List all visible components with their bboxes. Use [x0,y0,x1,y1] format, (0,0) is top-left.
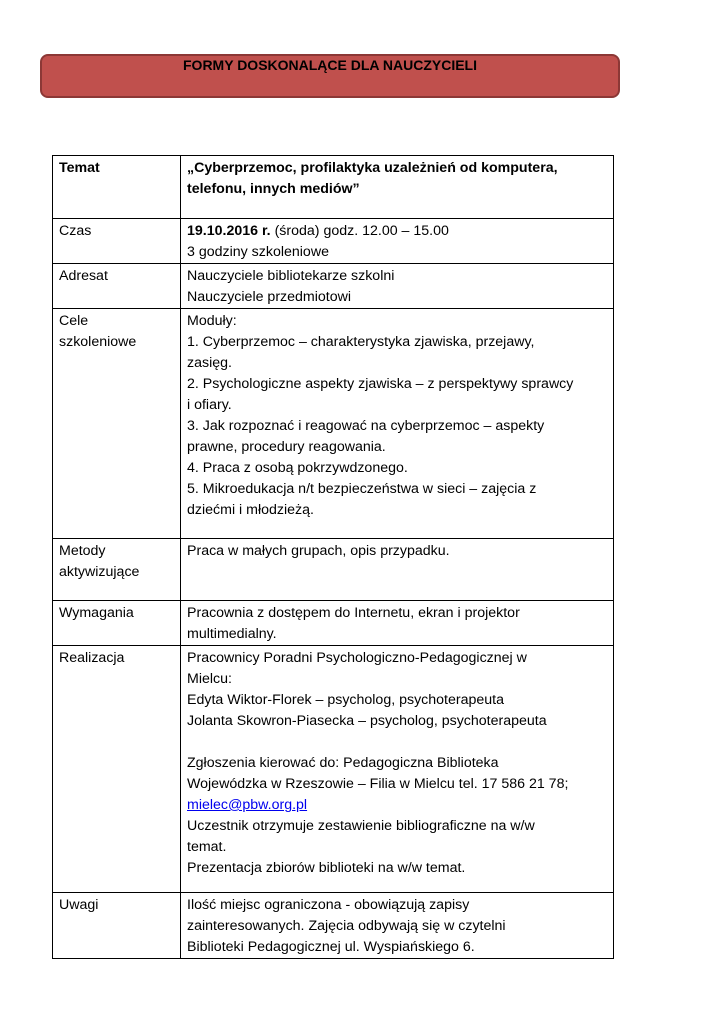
row-adresat [53,264,614,309]
czas-time: (środa) godz. 12.00 – 15.00 [270,223,449,239]
metody-label-line-2: aktywizujące [59,564,140,580]
realizacja-line: Zgłoszenia kierować do: Pedagogiczna Biblioteka [187,755,499,771]
cele-line: 1. Cyberprzemoc – charakterystyka zjawiska, przejawy, [187,334,535,350]
row-realizacja [53,646,614,893]
header-banner [40,54,620,98]
value-metody: Praca w małych grupach, opis przypadku. [181,539,614,601]
label-cele [53,309,181,539]
cele-label-line-1: Cele [59,313,89,329]
uwagi-line: Biblioteki Pedagogicznej ul. Wyspiańskiego 6. [187,939,475,955]
label-temat: Temat [53,156,181,219]
cele-line: 4. Praca z osobą pokrzywdzonego. [187,460,408,476]
uwagi-line: Ilość miejsc ograniczona - obowiązują zapisy [187,897,470,913]
uwagi-line: zainteresowanych. Zajęcia odbywają się w czytelni [187,918,506,934]
realizacja-line: Pracownicy Poradni Psychologiczno-Pedagogicznej w [187,650,527,666]
temat-line-2: telefonu, innych mediów” [187,181,360,197]
label-wymagania: Wymagania [53,601,181,646]
value-uwagi [181,893,614,959]
cele-line: prawne, procedury reagowania. [187,439,386,455]
czas-line-1 [187,221,608,242]
label-metody [53,539,181,601]
label-adresat: Adresat [53,264,181,309]
label-czas: Czas [53,219,181,264]
wymagania-line: Pracownia z dostępem do Internetu, ekran i projektor [187,605,520,621]
realizacja-line: Edyta Wiktor-Florek – psycholog, psychoterapeuta [187,692,505,708]
realizacja-line: temat. [187,839,227,855]
cele-line: 5. Mikroedukacja n/t bezpieczeństwa w sieci – zajęcia z [187,481,537,497]
label-realizacja: Realizacja [53,646,181,893]
value-wymagania [181,601,614,646]
realizacja-line: Jolanta Skowron-Piasecka – psycholog, psychoterapeuta [187,713,547,729]
wymagania-line: multimedialny. [187,626,277,642]
value-adresat [181,264,614,309]
cele-line: 2. Psychologiczne aspekty zjawiska – z perspektywy sprawcy [187,376,574,392]
training-info-table [52,155,614,959]
email-line [187,795,608,816]
row-temat [53,156,614,219]
row-czas [53,219,614,264]
cele-label-line-2: szkoleniowe [59,334,137,350]
page-title: FORMY DOSKONALĄCE DLA NAUCZYCIELI [183,57,477,73]
czas-hours: 3 godziny szkoleniowe [187,244,329,260]
row-cele [53,309,614,539]
value-temat [181,156,614,219]
cele-line: 3. Jak rozpoznać i reagować na cyberprzemoc – aspekty [187,418,545,434]
temat-line-1: „Cyberprzemoc, profilaktyka uzależnień od komputera, [187,160,558,176]
value-cele [181,309,614,539]
row-wymagania [53,601,614,646]
cele-line: zasięg. [187,355,232,371]
metody-label-line-1: Metody [59,543,106,559]
cele-line: dziećmi i młodzieżą. [187,502,314,518]
adresat-line: Nauczyciele przedmiotowi [187,289,352,305]
blank-line [187,732,608,753]
czas-date: 19.10.2016 r. [187,223,271,239]
realizacja-line: Uczestnik otrzymuje zestawienie bibliograficzne na w/w [187,818,535,834]
row-uwagi [53,893,614,959]
row-metody [53,539,614,601]
adresat-line: Nauczyciele bibliotekarze szkolni [187,268,395,284]
realizacja-line: Wojewódzka w Rzeszowie – Filia w Mielcu tel. 17 586 21 78; [187,776,569,792]
cele-line: Moduły: [187,313,237,329]
cele-line: i ofiary. [187,397,232,413]
email-link[interactable]: mielec@pbw.org.pl [187,797,308,813]
value-realizacja [181,646,614,893]
label-uwagi: Uwagi [53,893,181,959]
value-czas [181,219,614,264]
realizacja-line: Mielcu: [187,671,232,687]
realizacja-line: Prezentacja zbiorów biblioteki na w/w temat. [187,860,466,876]
